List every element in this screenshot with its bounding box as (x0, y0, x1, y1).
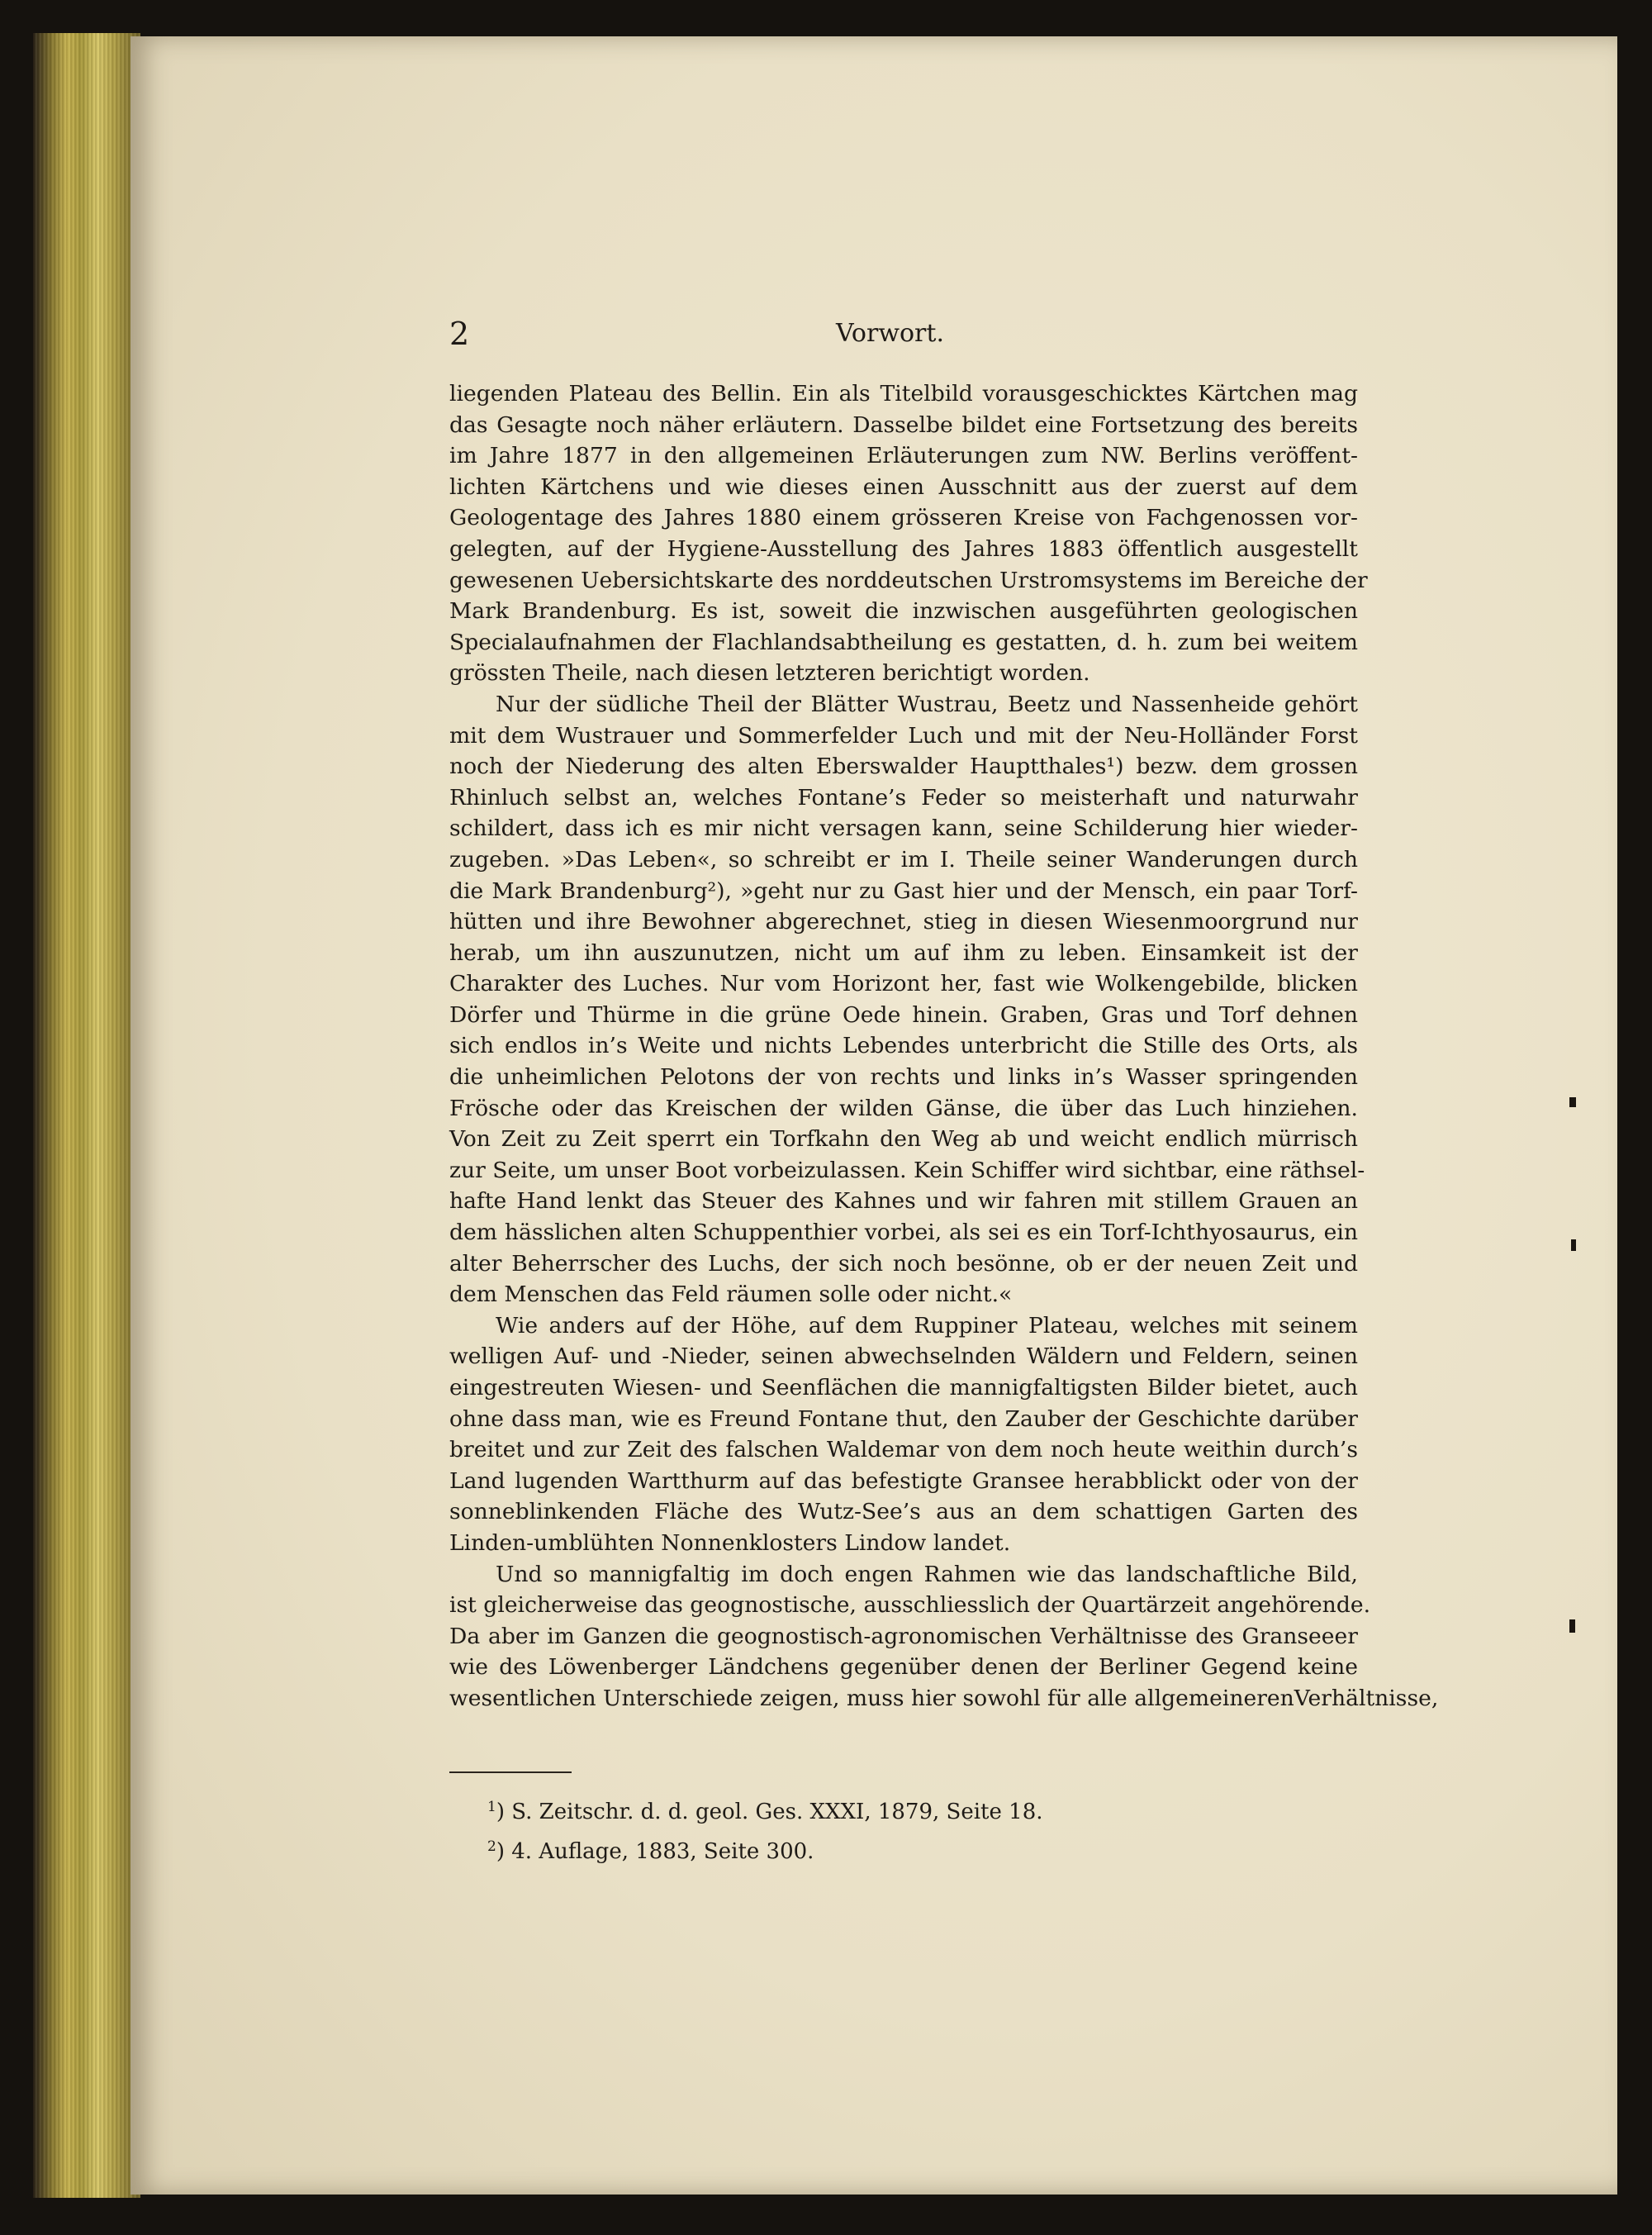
text-line: mit dem Wustrauer und Sommerfelder Luch und mit der Neu-Holländer Forst (449, 722, 1358, 749)
text-line: welligen Auf- und -Nieder, seinen abwechselnden Wäldern und Feldern, seinen (449, 1343, 1358, 1370)
text-line: Dörfer und Thürme in die grüne Oede hinein. Graben, Gras und Torf dehnen (449, 1001, 1358, 1028)
text-line: lichten Kärtchens und wie dieses einen Ausschnitt aus der zuerst auf dem (449, 473, 1358, 500)
text-line: liegenden Plateau des Bellin. Ein als Titelbild vorausgeschicktes Kärtchen mag (449, 381, 1358, 407)
margin-mark-2 (1571, 1239, 1576, 1251)
text-line: dem Menschen das Feld räumen solle oder nicht.« (449, 1282, 1013, 1308)
footnote-text: ) S. Zeitschr. d. d. geol. Ges. XXXI, 1879, Seite 18. (496, 1800, 1043, 1824)
text-line: Land lugenden Wartthurm auf das befestigte Gransee herabblickt oder von der (449, 1467, 1358, 1494)
text-line: gewesenen Uebersichtskarte des norddeutschen Urstromsystems im Bereiche der (449, 567, 1368, 593)
text-line: hütten und ihre Bewohner abgerechnet, stieg in diesen Wiesenmoorgrund nur (449, 909, 1358, 935)
text-line: schildert, dass ich es mir nicht versagen kann, seine Schilderung hier wieder- (449, 816, 1358, 842)
body-text (449, 378, 1439, 1714)
text-line: wie des Löwenberger Ländchens gegenüber denen der Berliner Gegend keine (449, 1654, 1358, 1681)
text-line: ohne dass man, wie es Freund Fontane thut, den Zauber der Geschichte darüber (449, 1405, 1358, 1432)
margin-mark-3 (1569, 1619, 1575, 1633)
footnote (487, 1829, 1043, 1869)
text-line: Mark Brandenburg. Es ist, soweit die inzwischen ausgeführten geologischen (449, 598, 1358, 625)
text-line: das Gesagte noch näher erläutern. Dasselbe bildet eine Fortsetzung des bereits (449, 411, 1358, 438)
text-line: Linden-umblühten Nonnenklosters Lindow landet. (449, 1529, 1011, 1556)
page-number: 2 (449, 316, 470, 352)
text-line: wesentlichen Unterschiede zeigen, muss hier sowohl für alle allgemeinerenVerhältnisse, (449, 1685, 1439, 1711)
text-line: sich endlos in’s Weite und nichts Lebendes unterbricht die Stille des Orts, als (449, 1033, 1358, 1059)
footnotes (487, 1790, 1043, 1869)
book-page-edges (33, 33, 140, 2198)
text-line: die unheimlichen Pelotons der von rechts und links in’s Wasser springenden (449, 1064, 1358, 1091)
text-line: Nur der südliche Theil der Blätter Wustrau, Beetz und Nassenheide gehört (496, 691, 1358, 717)
text-line: noch der Niederung des alten Eberswalder Hauptthales¹) bezw. dem grossen (449, 754, 1358, 780)
margin-mark-1 (1569, 1097, 1576, 1107)
running-head: Vorwort. (836, 319, 944, 348)
footnote-mark: 2 (487, 1838, 496, 1855)
text-line: zugeben. »Das Leben«, so schreibt er im I. Theile seiner Wanderungen durch (449, 846, 1358, 873)
text-line: zur Seite, um unser Boot vorbeizulassen. Kein Schiffer wird sichtbar, eine räthsel- (449, 1157, 1365, 1183)
text-line: im Jahre 1877 in den allgemeinen Erläuterungen zum NW. Berlins veröffent- (449, 443, 1358, 469)
text-line: hafte Hand lenkt das Steuer des Kahnes und wir fahren mit stillem Grauen an (449, 1188, 1358, 1215)
text-line: Wie anders auf der Höhe, auf dem Ruppiner Plateau, welches mit seinem (496, 1312, 1358, 1339)
text-line: sonneblinkenden Fläche des Wutz-See’s aus an dem schattigen Garten des (449, 1499, 1358, 1525)
text-line: herab, um ihn auszunutzen, nicht um auf ihm zu leben. Einsamkeit ist der (449, 939, 1358, 966)
text-line: Von Zeit zu Zeit sperrt ein Torfkahn den Weg ab und weicht endlich mürrisch (449, 1126, 1358, 1153)
text-line: Und so mannigfaltig im doch engen Rahmen wie das landschaftliche Bild, (496, 1561, 1358, 1587)
text-line: alter Beherrscher des Luchs, der sich noch besönne, ob er der neuen Zeit und (449, 1250, 1358, 1277)
text-line: Specialaufnahmen der Flachlandsabtheilung es gestatten, d. h. zum bei weitem (449, 629, 1358, 655)
text-line: Charakter des Luches. Nur vom Horizont her, fast wie Wolkengebilde, blicken (449, 971, 1358, 997)
text-line: Rhinluch selbst an, welches Fontane’s Feder so meisterhaft und naturwahr (449, 784, 1358, 811)
text-line: gelegten, auf der Hygiene-Ausstellung des Jahres 1883 öffentlich ausgestellt (449, 535, 1358, 562)
footnote-divider (449, 1771, 572, 1773)
text-line: dem hässlichen alten Schuppenthier vorbei, als sei es ein Torf-Ichthyosaurus, ein (449, 1220, 1358, 1246)
text-line: die Mark Brandenburg²), »geht nur zu Gast hier und der Mensch, ein paar Torf- (449, 877, 1358, 904)
footnote (487, 1790, 1043, 1829)
text-line: breitet und zur Zeit des falschen Waldemar von dem noch heute weithin durch’s (449, 1437, 1358, 1463)
text-line: Geologentage des Jahres 1880 einem grösseren Kreise von Fachgenossen vor- (449, 505, 1358, 531)
footnote-text: ) 4. Auflage, 1883, Seite 300. (496, 1839, 814, 1864)
text-line: ist gleicherweise das geognostische, ausschliesslich der Quartärzeit angehörende. (449, 1592, 1371, 1619)
text-line: eingestreuten Wiesen- und Seenflächen die mannigfaltigsten Bilder bietet, auch (449, 1375, 1358, 1400)
text-line: Da aber im Ganzen die geognostisch-agronomischen Verhältnisse des Granseeer (449, 1623, 1358, 1649)
text-line: grössten Theile, nach diesen letzteren berichtigt worden. (449, 660, 1090, 687)
footnote-mark: 1 (487, 1799, 496, 1815)
page-header (449, 316, 1358, 365)
text-line: Frösche oder das Kreischen der wilden Gänse, die über das Luch hinziehen. (449, 1095, 1358, 1121)
